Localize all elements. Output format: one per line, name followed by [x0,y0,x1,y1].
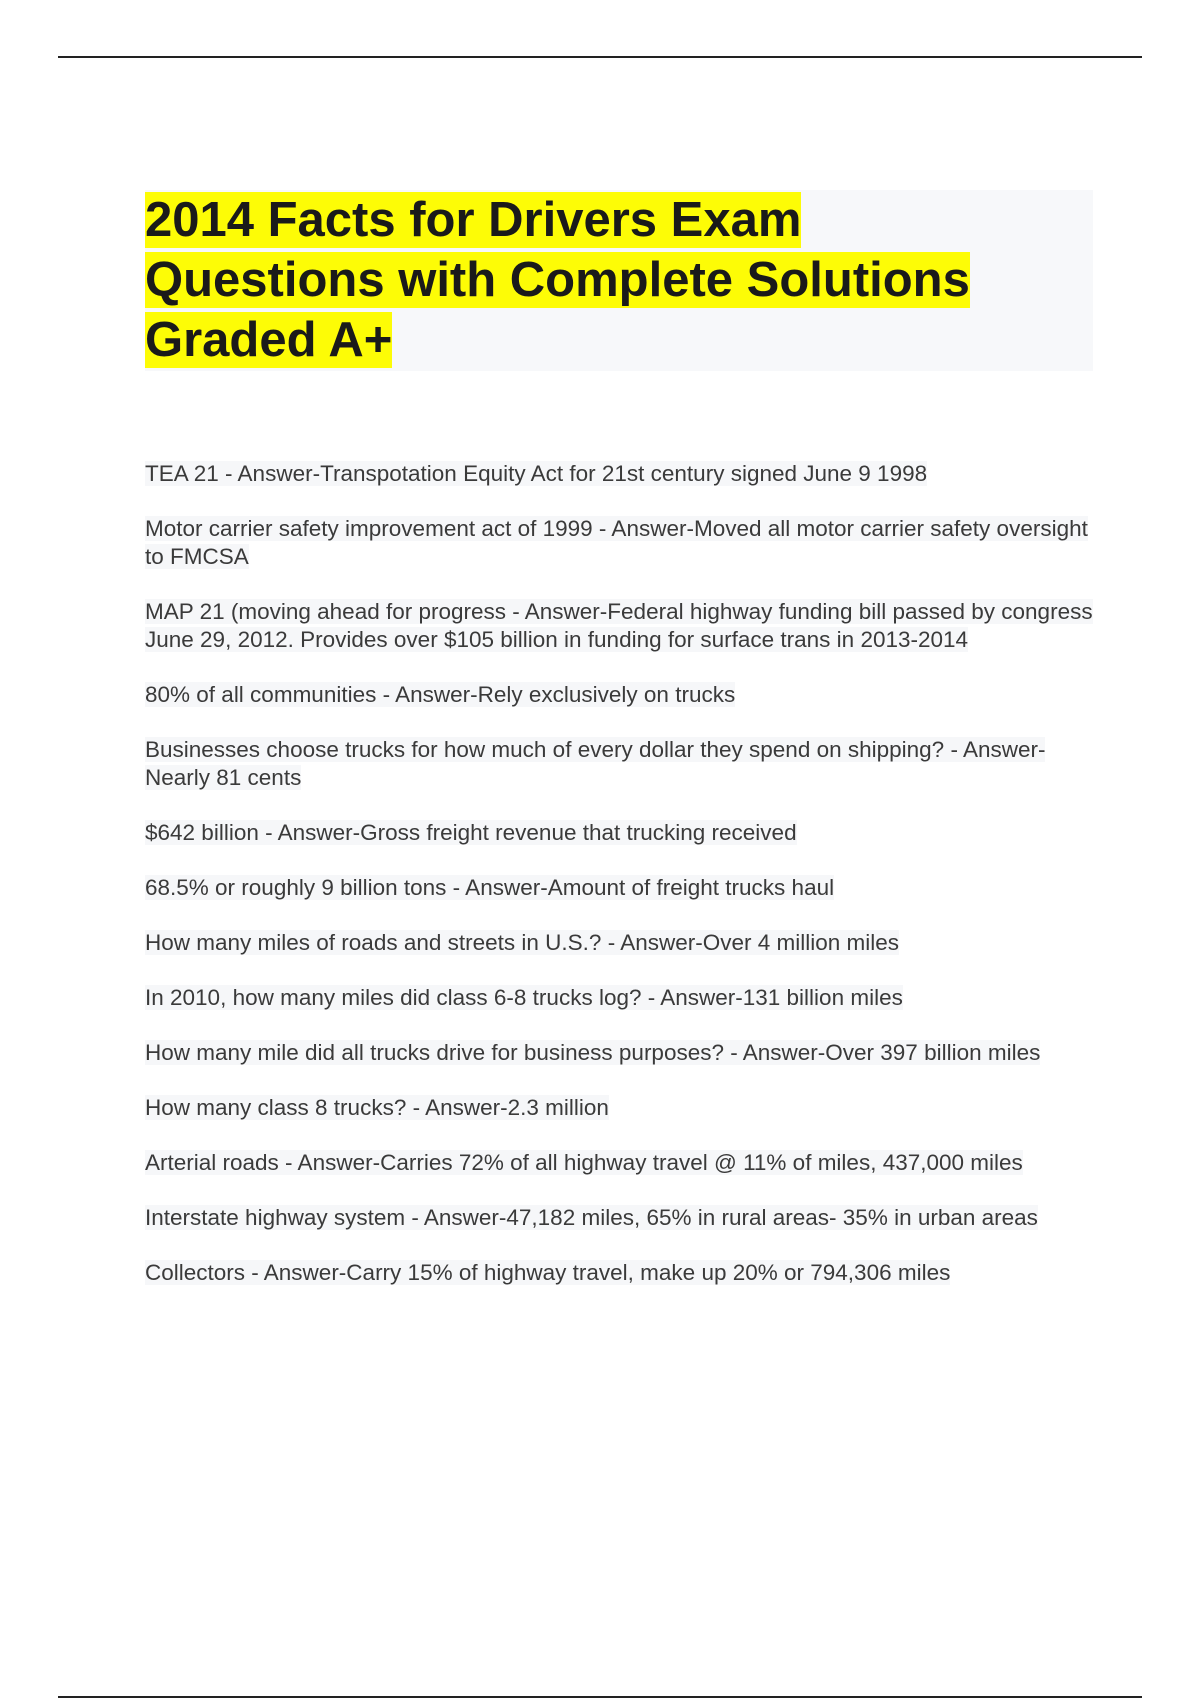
qa-item [145,1094,1095,1122]
qa-text: How many class 8 trucks? - Answer-2.3 million [145,1095,609,1120]
qa-item [145,984,1095,1012]
footer-rule [58,1696,1142,1698]
qa-item [145,515,1095,571]
qa-item [145,681,1095,709]
qa-item [145,874,1095,902]
title-line-3: Graded A+ [145,313,393,367]
qa-item [145,598,1095,654]
title-line-2: Questions with Complete Solutions [145,253,970,307]
qa-text: Collectors - Answer-Carry 15% of highway travel, make up 20% or 794,306 miles [145,1260,951,1285]
qa-text: Businesses choose trucks for how much of every dollar they spend on shipping? - Answer-Nearly 81 cents [145,737,1046,790]
title-line-1: 2014 Facts for Drivers Exam [145,193,802,247]
qa-text: In 2010, how many miles did class 6-8 trucks log? - Answer-131 billion miles [145,985,903,1010]
document-title [145,190,1093,370]
qa-text: $642 billion - Answer-Gross freight revenue that trucking received [145,820,797,845]
qa-text: How many miles of roads and streets in U.S.? - Answer-Over 4 million miles [145,930,900,955]
qa-item [145,460,1095,488]
qa-text: Arterial roads - Answer-Carries 72% of all highway travel @ 11% of miles, 437,000 miles [145,1150,1023,1175]
qa-text: TEA 21 - Answer-Transpotation Equity Act for 21st century signed June 9 1998 [145,461,928,486]
qa-text: Interstate highway system - Answer-47,182 miles, 65% in rural areas- 35% in urban areas [145,1205,1038,1230]
title-block [145,190,1093,371]
qa-text: Motor carrier safety improvement act of 1999 - Answer-Moved all motor carrier safety oversight to FMCSA [145,516,1088,569]
header-rule [58,56,1142,58]
qa-text: MAP 21 (moving ahead for progress - Answer-Federal highway funding bill passed by congress June 29, 2012. Provides over $105 billion in funding for surface trans in 2013-2014 [145,599,1093,652]
qa-item [145,1204,1095,1232]
qa-text: 80% of all communities - Answer-Rely exclusively on trucks [145,682,736,707]
qa-item [145,736,1095,792]
qa-text: How many mile did all trucks drive for business purposes? - Answer-Over 397 billion miles [145,1040,1041,1065]
qa-item [145,929,1095,957]
qa-text: 68.5% or roughly 9 billion tons - Answer-Amount of freight trucks haul [145,875,835,900]
qa-item [145,1259,1095,1287]
qa-item [145,819,1095,847]
qa-list [145,460,1095,1314]
qa-item [145,1149,1095,1177]
qa-item [145,1039,1095,1067]
